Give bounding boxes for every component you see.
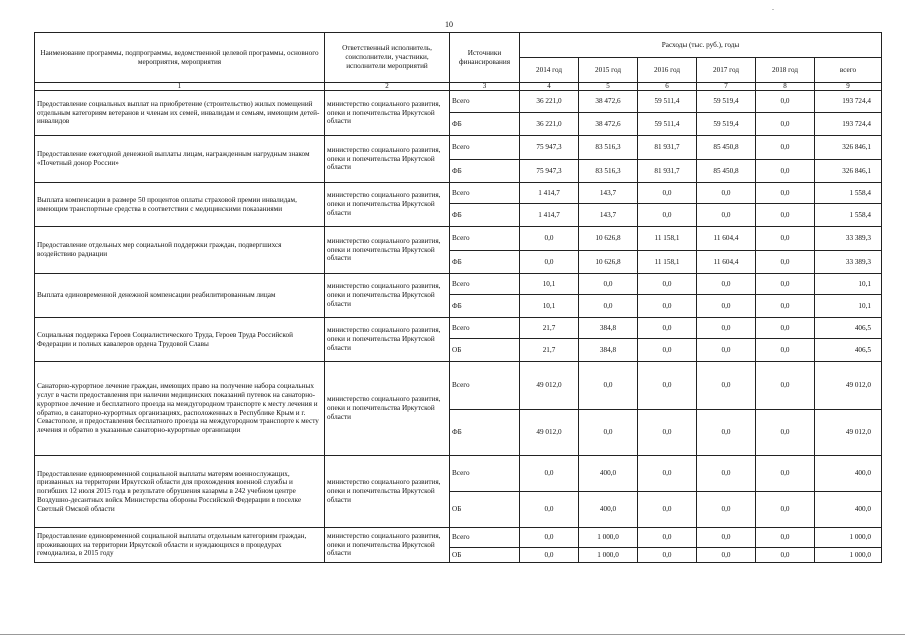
year-value: 0,0 [520, 227, 579, 251]
year-value: 10 626,8 [579, 251, 638, 274]
executor: министерство социального развития, опеки и попечительства Иркутской области [325, 183, 450, 227]
year-value: 10,1 [520, 274, 579, 295]
header-year-2017: 2017 год [697, 58, 756, 83]
year-value: 384,8 [579, 318, 638, 339]
funding-source: Всего [450, 318, 520, 339]
funding-source: Всего [450, 362, 520, 410]
total-value: 400,0 [815, 456, 882, 492]
table-row [35, 183, 882, 204]
column-number: 4 [520, 83, 579, 91]
executor: министерство социального развития, опеки и попечительства Иркутской области [325, 456, 450, 528]
year-value: 0,0 [697, 410, 756, 456]
year-value: 0,0 [756, 113, 815, 136]
year-value: 0,0 [638, 183, 697, 204]
year-value: 1 000,0 [579, 548, 638, 563]
year-value: 0,0 [756, 528, 815, 548]
year-value: 0,0 [697, 295, 756, 318]
year-value: 0,0 [756, 274, 815, 295]
year-value: 0,0 [756, 91, 815, 113]
total-value: 49 012,0 [815, 410, 882, 456]
year-value: 21,7 [520, 339, 579, 362]
funding-source: ОБ [450, 339, 520, 362]
table-row [35, 274, 882, 295]
year-value: 0,0 [520, 456, 579, 492]
measure-name: Предоставление социальных выплат на приобретение (строительство) жилых помещений отдельным категориям ветеранов и членам их семей, инвалидам и семьям, имеющим детей-инвалидов [35, 91, 325, 136]
year-value: 49 012,0 [520, 362, 579, 410]
year-value: 0,0 [756, 339, 815, 362]
year-value: 75 947,3 [520, 160, 579, 183]
funding-source: ФБ [450, 204, 520, 227]
column-number: 3 [450, 83, 520, 91]
measure-name: Социальная поддержка Героев Социалистического Труда, Героев Труда Российской Федерации и полных кавалеров ордена Трудовой Славы [35, 318, 325, 362]
year-value: 0,0 [697, 456, 756, 492]
year-value: 0,0 [756, 251, 815, 274]
year-value: 0,0 [756, 183, 815, 204]
year-value: 0,0 [638, 339, 697, 362]
year-value: 21,7 [520, 318, 579, 339]
table-row [35, 456, 882, 492]
year-value: 59 519,4 [697, 91, 756, 113]
year-value: 0,0 [638, 274, 697, 295]
funding-source: ФБ [450, 295, 520, 318]
executor: министерство социального развития, опеки и попечительства Иркутской области [325, 362, 450, 456]
year-value: 1 414,7 [520, 183, 579, 204]
year-value: 0,0 [638, 318, 697, 339]
funding-source: Всего [450, 91, 520, 113]
year-value: 0,0 [756, 295, 815, 318]
year-value: 11 604,4 [697, 227, 756, 251]
year-value: 0,0 [756, 362, 815, 410]
year-value: 0,0 [697, 528, 756, 548]
funding-source: Всего [450, 528, 520, 548]
executor: министерство социального развития, опеки и попечительства Иркутской области [325, 274, 450, 318]
header-year-2018: 2018 год [756, 58, 815, 83]
table-row [35, 227, 882, 251]
year-value: 143,7 [579, 183, 638, 204]
year-value: 36 221,0 [520, 91, 579, 113]
year-value: 0,0 [579, 295, 638, 318]
total-value: 406,5 [815, 339, 882, 362]
year-value: 85 450,8 [697, 136, 756, 160]
year-value: 38 472,6 [579, 113, 638, 136]
measure-name: Санаторно-курортное лечение граждан, имеющих право на получение набора социальных услуг в части предоставления при наличии медицинских показаний путевок на санаторно-курортное лечение и бесплатного проезда на междугородном транспорте к месту лечения и обратно, в санаторно-курортных организациях, расположенных в Республике Крым и г. Севастополе, и предоставления бесплатного проезда на междугородном транспорте к месту лечения и обратно в указанные санаторно-курортные организации [35, 362, 325, 456]
funding-source: ФБ [450, 160, 520, 183]
year-value: 0,0 [697, 339, 756, 362]
total-value: 400,0 [815, 492, 882, 528]
year-value: 83 516,3 [579, 160, 638, 183]
measure-name: Выплата единовременной денежной компенсации реабилитированным лицам [35, 274, 325, 318]
year-value: 0,0 [756, 204, 815, 227]
funding-source: Всего [450, 136, 520, 160]
total-value: 1 000,0 [815, 528, 882, 548]
measure-name: Предоставление ежегодной денежной выплаты лицам, награжденным нагрудным знаком «Почетный донор России» [35, 136, 325, 183]
year-value: 0,0 [520, 528, 579, 548]
year-value: 59 519,4 [697, 113, 756, 136]
header-total: всего [815, 58, 882, 83]
funding-source: Всего [450, 274, 520, 295]
year-value: 0,0 [579, 410, 638, 456]
measure-name: Предоставление отдельных мер социальной поддержки граждан, подвергшихся воздействию радиации [35, 227, 325, 274]
page-edge-line [0, 634, 905, 635]
table-body [35, 91, 882, 563]
column-numbers-row [35, 83, 882, 91]
header-source: Источники финансирования [450, 33, 520, 83]
header-year-2015: 2015 год [579, 58, 638, 83]
table-row [35, 362, 882, 410]
year-value: 81 931,7 [638, 160, 697, 183]
year-value: 0,0 [638, 362, 697, 410]
executor: министерство социального развития, опеки и попечительства Иркутской области [325, 136, 450, 183]
header-year-2014: 2014 год [520, 58, 579, 83]
year-value: 0,0 [520, 492, 579, 528]
measure-name: Предоставление единовременной социальной выплаты матерям военнослужащих, призванных на территории Иркутской области для прохождения военной службы и погибших 12 июля 2015 года в результате обрушения казармы в 242 учебном центре Воздушно-десантных войск Министерства обороны Российской Федерации в поселке Светлый Омской области [35, 456, 325, 528]
year-value: 0,0 [697, 492, 756, 528]
total-value: 1 000,0 [815, 548, 882, 563]
executor: министерство социального развития, опеки и попечительства Иркутской области [325, 318, 450, 362]
year-value: 36 221,0 [520, 113, 579, 136]
funding-source: ФБ [450, 251, 520, 274]
measure-name: Предоставление единовременной социальной выплаты отдельным категориям граждан, проживающих на территории Иркутской области и нуждающихся в процедурах гемодиализа, в 2015 году [35, 528, 325, 563]
year-value: 11 158,1 [638, 227, 697, 251]
year-value: 11 604,4 [697, 251, 756, 274]
table-row [35, 318, 882, 339]
year-value: 75 947,3 [520, 136, 579, 160]
year-value: 0,0 [756, 548, 815, 563]
total-value: 10,1 [815, 274, 882, 295]
column-number: 1 [35, 83, 325, 91]
column-number: 9 [815, 83, 882, 91]
year-value: 1 000,0 [579, 528, 638, 548]
year-value: 0,0 [638, 410, 697, 456]
funding-source: Всего [450, 456, 520, 492]
funding-source: Всего [450, 227, 520, 251]
year-value: 0,0 [638, 492, 697, 528]
year-value: 0,0 [697, 362, 756, 410]
year-value: 1 414,7 [520, 204, 579, 227]
year-value: 0,0 [579, 274, 638, 295]
total-value: 193 724,4 [815, 91, 882, 113]
year-value: 11 158,1 [638, 251, 697, 274]
year-value: 400,0 [579, 456, 638, 492]
year-value: 0,0 [697, 183, 756, 204]
year-value: 0,0 [756, 160, 815, 183]
page-number: 10 [445, 20, 453, 29]
corner-mark: - [772, 7, 774, 13]
funding-source: ОБ [450, 548, 520, 563]
column-number: 8 [756, 83, 815, 91]
year-value: 0,0 [756, 318, 815, 339]
total-value: 33 389,3 [815, 251, 882, 274]
year-value: 0,0 [756, 227, 815, 251]
table-row [35, 528, 882, 548]
header-executor: Ответственный исполнитель, соисполнители, участники, исполнители мероприятий [325, 33, 450, 83]
year-value: 0,0 [697, 204, 756, 227]
year-value: 85 450,8 [697, 160, 756, 183]
year-value: 0,0 [756, 456, 815, 492]
year-value: 0,0 [579, 362, 638, 410]
executor: министерство социального развития, опеки и попечительства Иркутской области [325, 528, 450, 563]
total-value: 326 846,1 [815, 136, 882, 160]
total-value: 1 558,4 [815, 183, 882, 204]
year-value: 384,8 [579, 339, 638, 362]
total-value: 326 846,1 [815, 160, 882, 183]
year-value: 0,0 [756, 136, 815, 160]
column-number: 6 [638, 83, 697, 91]
executor: министерство социального развития, опеки и попечительства Иркутской области [325, 227, 450, 274]
year-value: 143,7 [579, 204, 638, 227]
year-value: 10 626,8 [579, 227, 638, 251]
year-value: 0,0 [756, 410, 815, 456]
year-value: 0,0 [697, 548, 756, 563]
year-value: 0,0 [520, 251, 579, 274]
year-value: 0,0 [638, 548, 697, 563]
funding-source: ОБ [450, 492, 520, 528]
total-value: 406,5 [815, 318, 882, 339]
year-value: 83 516,3 [579, 136, 638, 160]
year-value: 0,0 [638, 204, 697, 227]
funding-source: ФБ [450, 113, 520, 136]
executor: министерство социального развития, опеки и попечительства Иркутской области [325, 91, 450, 136]
total-value: 1 558,4 [815, 204, 882, 227]
year-value: 0,0 [638, 295, 697, 318]
budget-table [34, 32, 882, 563]
header-year-2016: 2016 год [638, 58, 697, 83]
total-value: 10,1 [815, 295, 882, 318]
year-value: 10,1 [520, 295, 579, 318]
table-row [35, 91, 882, 113]
column-number: 5 [579, 83, 638, 91]
year-value: 0,0 [520, 548, 579, 563]
measure-name: Выплата компенсации в размере 50 процентов оплаты страховой премии инвалидам, имеющим транспортные средства в соответствии с медицинскими показаниями [35, 183, 325, 227]
year-value: 0,0 [638, 528, 697, 548]
total-value: 49 012,0 [815, 362, 882, 410]
total-value: 193 724,4 [815, 113, 882, 136]
year-value: 0,0 [697, 274, 756, 295]
year-value: 59 511,4 [638, 113, 697, 136]
funding-source: ФБ [450, 410, 520, 456]
year-value: 49 012,0 [520, 410, 579, 456]
header-name: Наименование программы, подпрограммы, ведомственной целевой программы, основного мероприятия, мероприятия [35, 33, 325, 83]
year-value: 59 511,4 [638, 91, 697, 113]
table-row [35, 136, 882, 160]
year-value: 0,0 [756, 492, 815, 528]
year-value: 81 931,7 [638, 136, 697, 160]
header-expenses: Расходы (тыс. руб.), годы [520, 33, 882, 58]
total-value: 33 389,3 [815, 227, 882, 251]
year-value: 400,0 [579, 492, 638, 528]
year-value: 0,0 [697, 318, 756, 339]
column-number: 7 [697, 83, 756, 91]
column-number: 2 [325, 83, 450, 91]
funding-source: Всего [450, 183, 520, 204]
year-value: 0,0 [638, 456, 697, 492]
year-value: 38 472,6 [579, 91, 638, 113]
